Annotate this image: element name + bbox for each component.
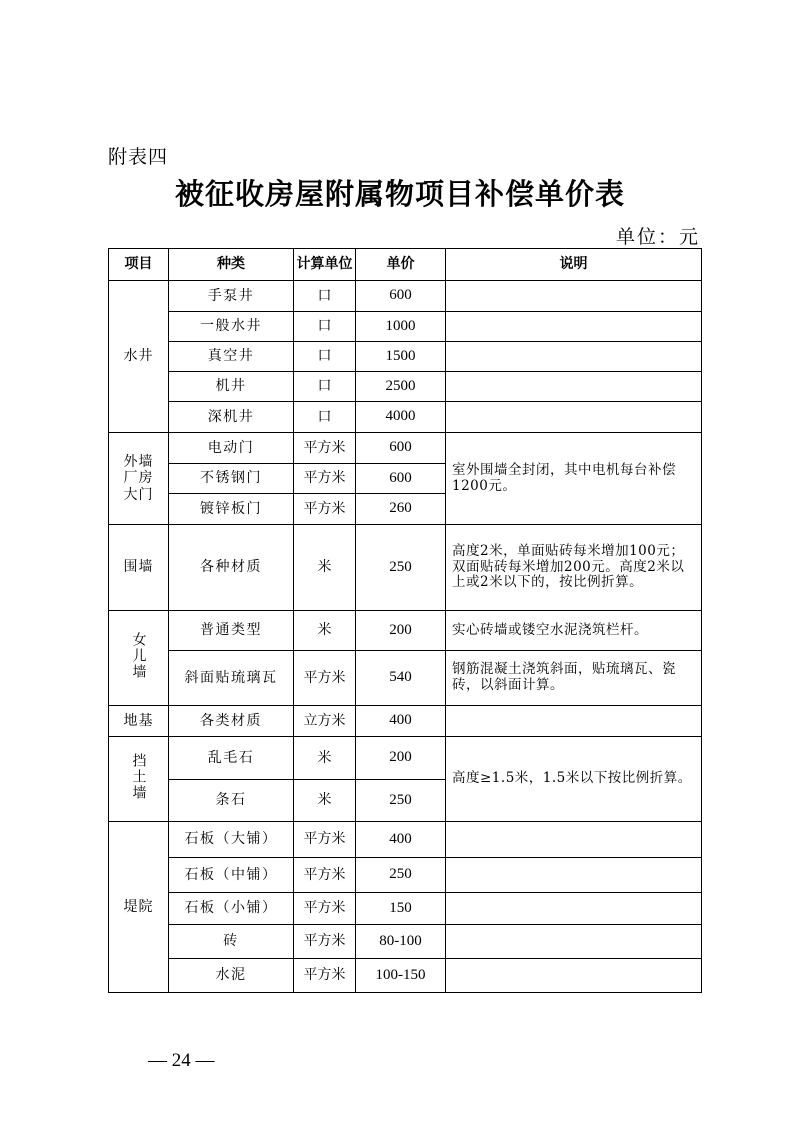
unit-cell: 平方米: [294, 925, 356, 959]
category-line: 大门: [123, 486, 154, 503]
kind-cell: 镀锌板门: [169, 494, 294, 525]
page-number: — 24 —: [148, 1050, 215, 1071]
table-header-row: [109, 249, 702, 281]
unit-cell: 平方米: [294, 858, 356, 893]
category-cell: 堤院: [109, 822, 169, 993]
unit-cell: 平方米: [294, 464, 356, 494]
table-row: [109, 959, 702, 993]
header-note: 说明: [446, 249, 702, 281]
note-cell: 钢筋混凝土浇筑斜面，贴琉璃瓦、瓷砖，以斜面计算。: [446, 651, 702, 706]
table-row: [109, 737, 702, 780]
unit-cell: 立方米: [294, 706, 356, 737]
kind-cell: 石板（中铺）: [169, 858, 294, 893]
kind-cell: 乱毛石: [169, 737, 294, 780]
unit-cell: 平方米: [294, 822, 356, 858]
kind-cell: 条石: [169, 780, 294, 822]
price-cell: 600: [356, 433, 446, 464]
unit-cell: 平方米: [294, 893, 356, 925]
table-row: [109, 706, 702, 737]
header-unit: 计算单位: [294, 249, 356, 281]
note-cell: [446, 372, 702, 402]
table-row: [109, 372, 702, 402]
category-line: 厂房: [123, 470, 154, 487]
category-cell: [109, 433, 169, 525]
kind-cell: 各类材质: [169, 706, 294, 737]
unit-cell: 平方米: [294, 959, 356, 993]
price-cell: 150: [356, 893, 446, 925]
price-cell: 2500: [356, 372, 446, 402]
kind-cell: 斜面贴琉璃瓦: [169, 651, 294, 706]
table-row: [109, 433, 702, 464]
unit-label: 单位：元: [615, 226, 700, 248]
kind-cell: 深机井: [169, 402, 294, 433]
unit-cell: 米: [294, 525, 356, 611]
note-cell: [446, 925, 702, 959]
header-item: 项目: [109, 249, 169, 281]
table-row: [109, 342, 702, 372]
price-cell: 260: [356, 494, 446, 525]
price-cell: 600: [356, 464, 446, 494]
note-cell: [446, 312, 702, 342]
unit-cell: 口: [294, 281, 356, 312]
kind-cell: 普通类型: [169, 611, 294, 651]
table-row: [109, 858, 702, 893]
unit-cell: 平方米: [294, 651, 356, 706]
note-cell: [446, 706, 702, 737]
kind-cell: 电动门: [169, 433, 294, 464]
kind-cell: 石板（小铺）: [169, 893, 294, 925]
price-cell: 100-150: [356, 959, 446, 993]
price-cell: 400: [356, 822, 446, 858]
unit-cell: 米: [294, 737, 356, 780]
note-cell: 高度2米，单面贴砖每米增加100元；双面贴砖每米增加200元。高度2米以上或2米以下的，按比例折算。: [446, 525, 702, 611]
category-cell: 地基: [109, 706, 169, 737]
kind-cell: 各种材质: [169, 525, 294, 611]
category-cell: 水井: [109, 281, 169, 433]
note-cell: 实心砖墙或镂空水泥浇筑栏杆。: [446, 611, 702, 651]
price-cell: 600: [356, 281, 446, 312]
unit-cell: 口: [294, 402, 356, 433]
table-row: [109, 525, 702, 611]
table-row: [109, 281, 702, 312]
note-cell: [446, 858, 702, 893]
table-row: [109, 893, 702, 925]
note-cell: [446, 342, 702, 372]
header-kind: 种类: [169, 249, 294, 281]
note-cell: [446, 281, 702, 312]
unit-cell: 米: [294, 780, 356, 822]
table-row: [109, 925, 702, 959]
price-cell: 1500: [356, 342, 446, 372]
price-cell: 4000: [356, 402, 446, 433]
category-cell: [109, 611, 169, 706]
category-cell: [109, 737, 169, 822]
kind-cell: 水泥: [169, 959, 294, 993]
category-label: 挡土墙: [130, 752, 147, 801]
kind-cell: 一般水井: [169, 312, 294, 342]
page-title: 被征收房屋附属物项目补偿单价表: [174, 177, 625, 211]
price-cell: 250: [356, 525, 446, 611]
category-label: 女儿墙: [130, 631, 147, 680]
note-cell: [446, 959, 702, 993]
price-cell: 200: [356, 611, 446, 651]
kind-cell: 石板（大铺）: [169, 822, 294, 858]
unit-cell: 米: [294, 611, 356, 651]
kind-cell: 不锈钢门: [169, 464, 294, 494]
compensation-table: [108, 248, 702, 993]
table-row: [109, 651, 702, 706]
table-row: [109, 402, 702, 433]
price-cell: 540: [356, 651, 446, 706]
note-cell: 高度≥1.5米，1.5米以下按比例折算。: [446, 737, 702, 822]
category-cell: 围墙: [109, 525, 169, 611]
table-row: [109, 611, 702, 651]
annex-label: 附表四: [108, 146, 169, 168]
kind-cell: 机井: [169, 372, 294, 402]
unit-cell: 口: [294, 372, 356, 402]
unit-cell: 口: [294, 312, 356, 342]
note-cell: [446, 822, 702, 858]
note-cell: 室外围墙全封闭，其中电机每台补偿1200元。: [446, 433, 702, 525]
price-cell: 400: [356, 706, 446, 737]
price-cell: 250: [356, 780, 446, 822]
category-line: 外墙: [123, 454, 154, 471]
price-cell: 1000: [356, 312, 446, 342]
unit-cell: 平方米: [294, 494, 356, 525]
kind-cell: 手泵井: [169, 281, 294, 312]
note-cell: [446, 893, 702, 925]
table-row: [109, 312, 702, 342]
note-cell: [446, 402, 702, 433]
price-cell: 200: [356, 737, 446, 780]
unit-cell: 平方米: [294, 433, 356, 464]
header-price: 单价: [356, 249, 446, 281]
price-cell: 250: [356, 858, 446, 893]
kind-cell: 真空井: [169, 342, 294, 372]
table-row: [109, 822, 702, 858]
price-cell: 80-100: [356, 925, 446, 959]
unit-cell: 口: [294, 342, 356, 372]
kind-cell: 砖: [169, 925, 294, 959]
